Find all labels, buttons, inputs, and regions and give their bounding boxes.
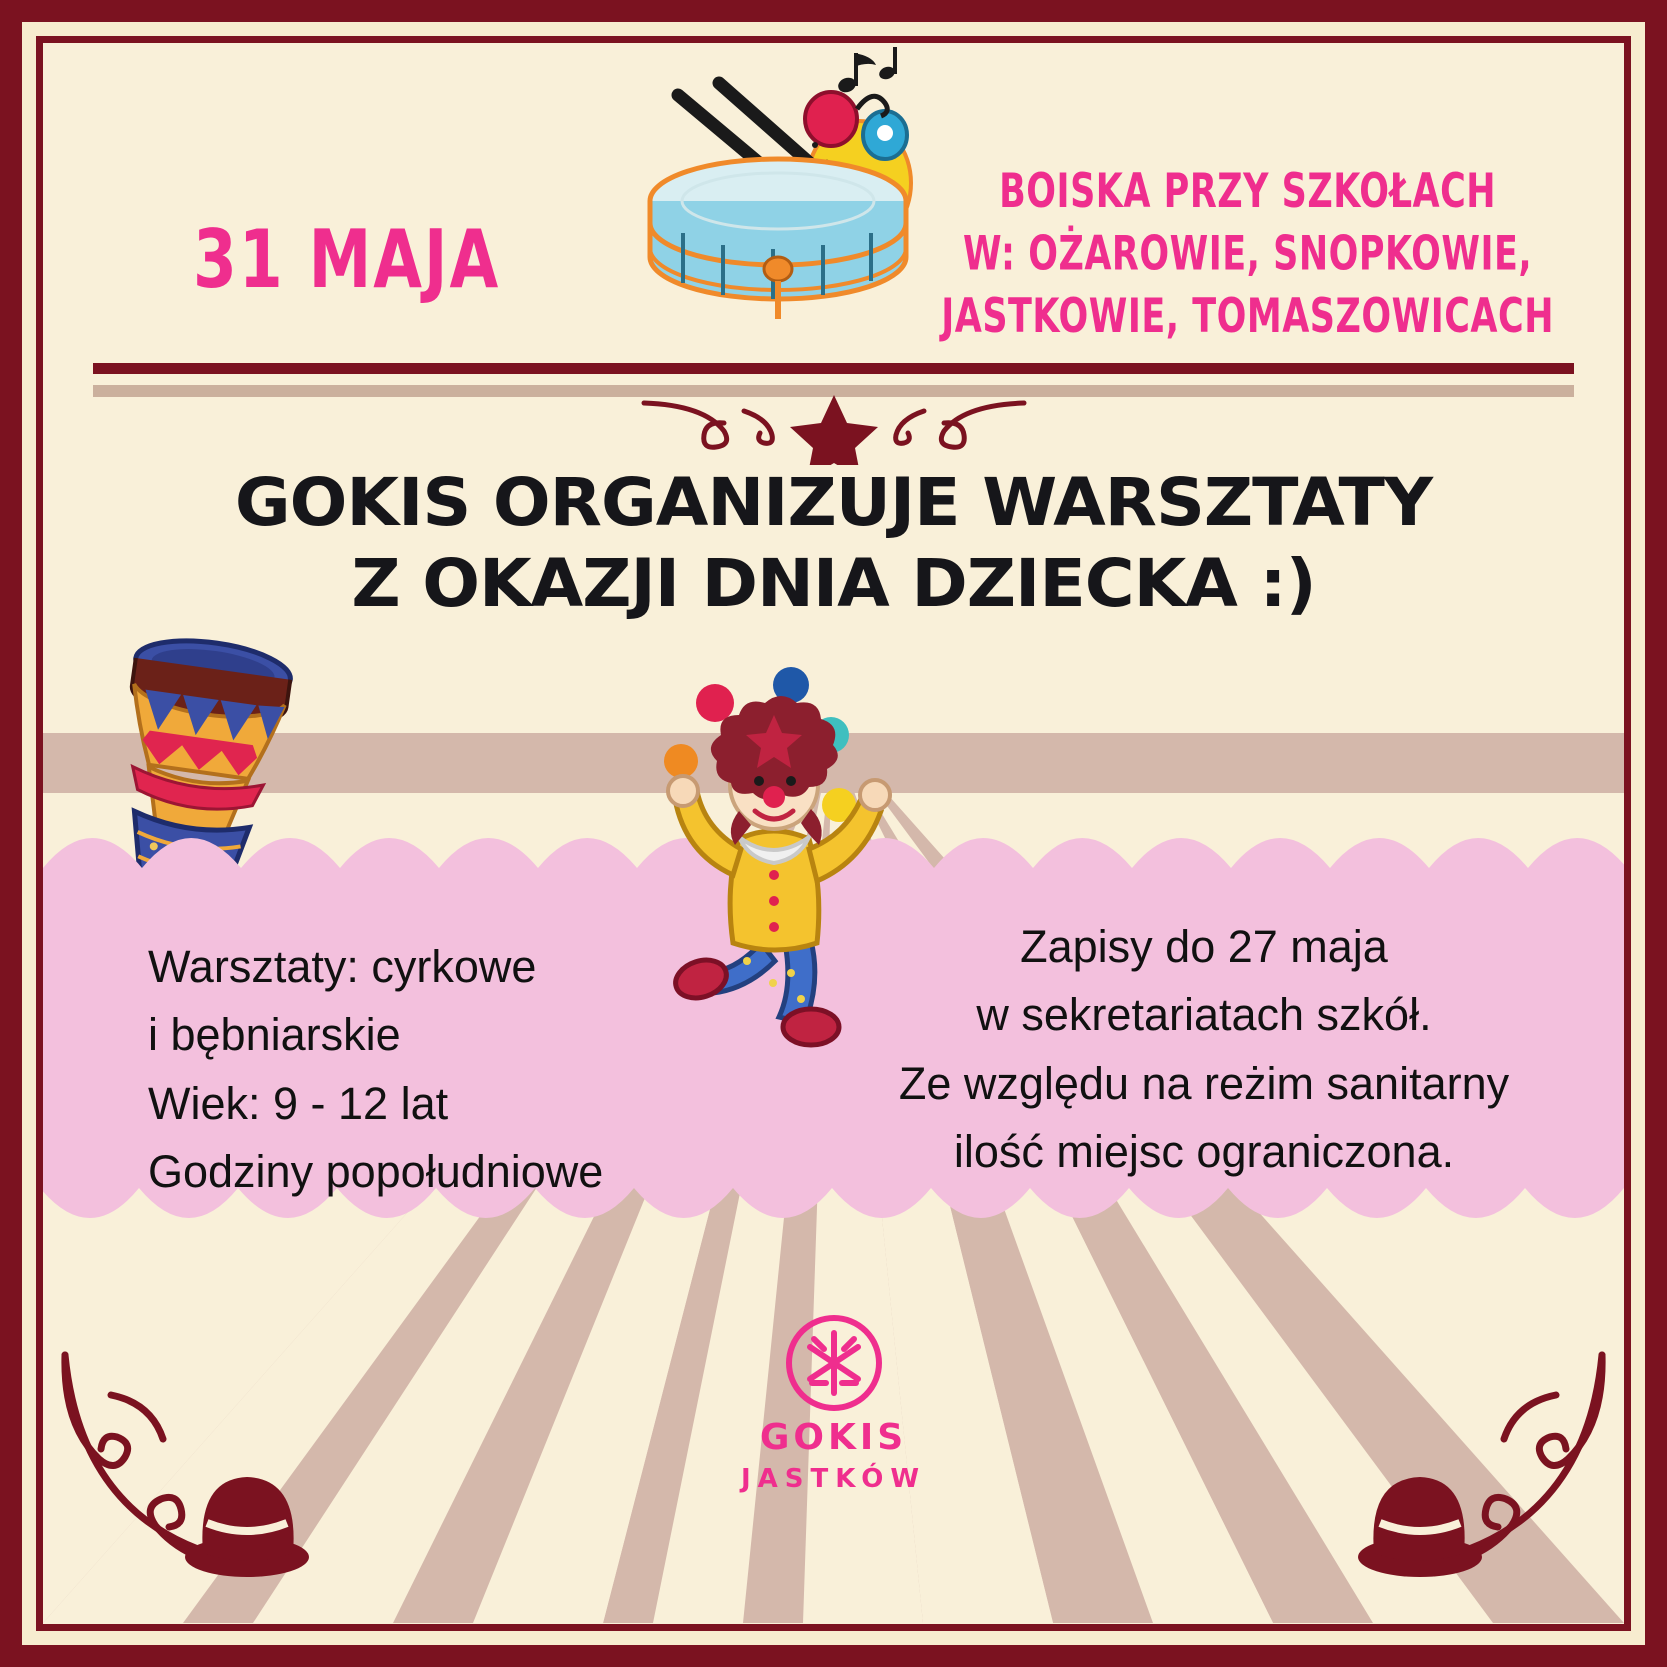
- registration-details-line: w sekretariatach szkół.: [976, 989, 1432, 1041]
- poster-headline: [43, 463, 1624, 624]
- gokis-logo: [734, 1313, 934, 1494]
- divider-star-ornament: [624, 381, 1044, 470]
- workshop-details-line: Wiek: 9 - 12 lat: [148, 1077, 449, 1129]
- poster-canvas: [43, 43, 1624, 1624]
- event-date: 31 MAJA: [193, 213, 501, 307]
- registration-details-line: Zapisy do 27 maja: [1020, 921, 1388, 972]
- snare-drum-icon: [623, 43, 953, 363]
- workshop-details-line: Warsztaty: cyrkowe: [148, 941, 537, 992]
- headline-line-2: Z OKAZJI DNIA DZIECKA :): [351, 544, 1316, 622]
- event-location-line: JASTKOWIE, TOMASZOWICACH: [941, 290, 1554, 345]
- event-location-line: W: OŻAROWIE, SNOPKOWIE,: [963, 227, 1533, 282]
- corner-ornament-bottom-right: [1286, 1331, 1616, 1616]
- gokis-emblem-icon: [784, 1313, 884, 1413]
- registration-details-line: Ze względu na reżim sanitarny: [898, 1057, 1510, 1109]
- divider-bar-dark: [93, 363, 1574, 374]
- headline-line-1: GOKIS ORGANIZUJE WARSZTATY: [234, 464, 1433, 541]
- corner-ornament-bottom-left: [51, 1331, 381, 1616]
- registration-details-line: ilość miejsc ograniczona.: [953, 1126, 1455, 1178]
- logo-line-2: JASTKÓW: [740, 1464, 927, 1494]
- event-location-line: BOISKA PRZY SZKOŁACH: [999, 164, 1497, 220]
- event-locations: [941, 164, 1554, 357]
- section-divider: [93, 363, 1574, 473]
- workshop-details-line: i bębniarskie: [148, 1009, 401, 1061]
- workshop-details: [148, 933, 708, 1207]
- logo-line-1: GOKIS: [759, 1417, 908, 1458]
- workshop-details-line: Godziny popołudniowe: [148, 1146, 604, 1198]
- registration-details: [844, 913, 1564, 1187]
